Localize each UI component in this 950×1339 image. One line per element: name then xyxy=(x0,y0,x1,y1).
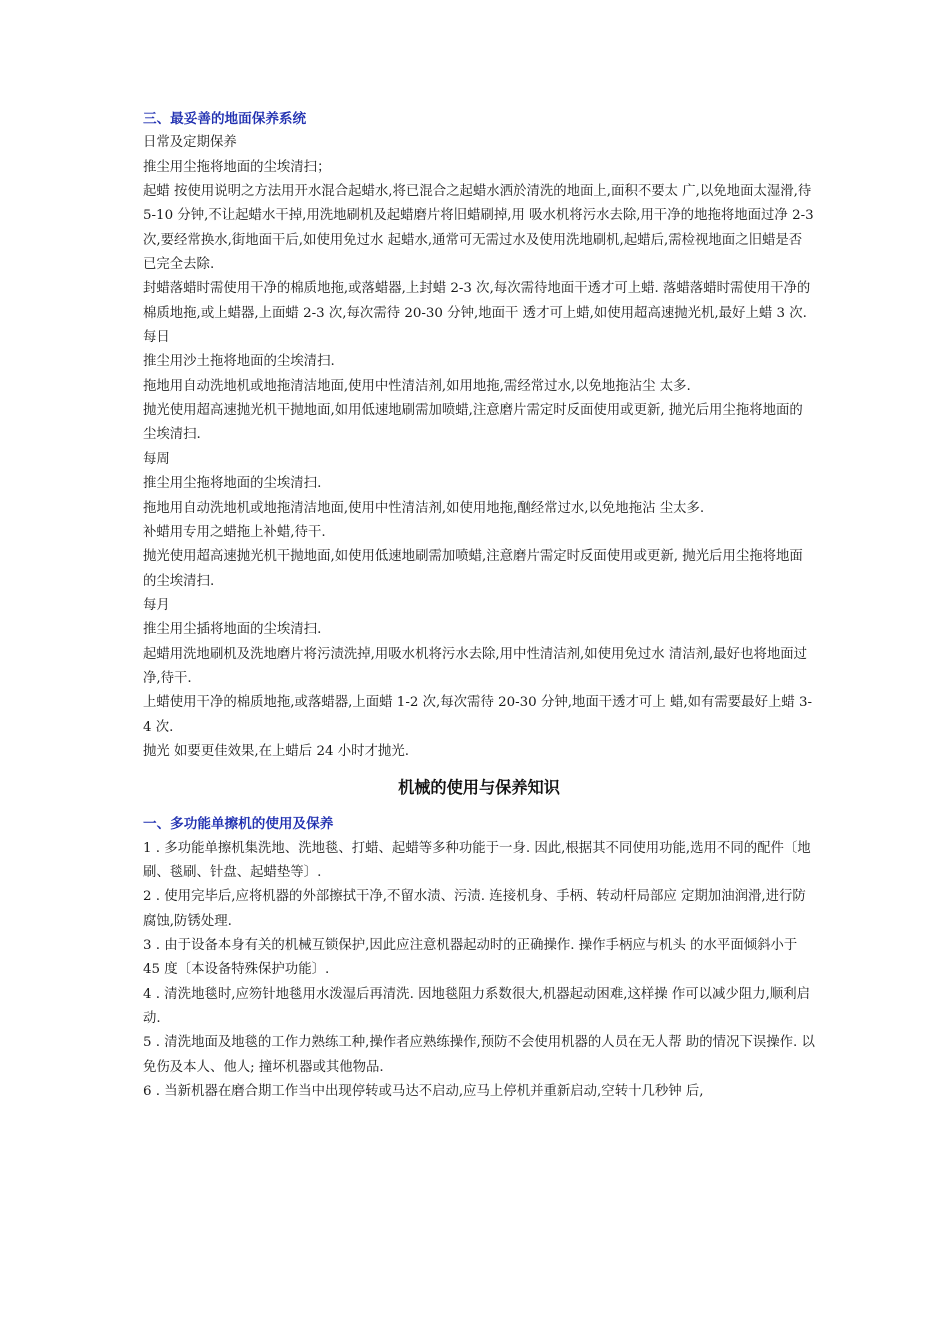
section-heading-scrubber: 一、多功能单擦机的使用及保养 xyxy=(143,816,334,833)
floor-care-paragraph: 起蜡用洗地刷机及洗地磨片将污渍洗掉,用吸水机将污水去除,用中性清洁剂,如使用免过水 清洁剂,最好也将地面过净,待干. xyxy=(143,646,808,686)
scrubber-body xyxy=(143,837,815,1105)
page-title: 机械的使用与保养知识 xyxy=(398,778,560,798)
floor-care-paragraph: 每日 xyxy=(143,330,170,346)
scrubber-paragraph: 2 . 使用完毕后,应将机器的外部擦拭干净,不留水渍、污渍. 连接机身、手柄、转动杆局部应 定期加油润滑,进行防腐蚀,防锈处理. xyxy=(143,889,806,929)
scrubber-paragraph: 4 . 清洗地毯时,应笏针地毯用水泼湿后再清洗. 因地毯阻力系数很大,机器起动困难,这样操 作可以减少阻力,顺利启动. xyxy=(143,986,811,1027)
floor-care-paragraph: 抛光 如要更佳效果,在上蜡后 24 小时才抛光. xyxy=(143,743,409,759)
floor-care-paragraph: 推尘用尘插将地面的尘埃清扫. xyxy=(143,622,322,638)
floor-care-paragraph: 拖地用自动洗地机或地拖清洁地面,使用中性清洁剂,如使用地拖,酗经常过水,以免地拖沾 尘太多. xyxy=(143,500,705,516)
section-heading-floor-care: 三、最妥善的地面保养系统 xyxy=(143,111,307,127)
scrubber-paragraph: 6 . 当新机器在磨合期工作当中出现停转或马达不启动,应马上停机并重新启动,空转十几秒钟 后, xyxy=(143,1084,704,1100)
floor-care-paragraph: 抛光使用超高速抛光机干抛地面,如使用低速地刷需加喷蜡,注意磨片需定时反面使用或更新, 抛光后用尘拖将地面的尘埃清扫. xyxy=(143,549,803,589)
floor-care-paragraph: 抛光使用超高速抛光机干抛地面,如用低速地刷需加喷蜡,注意磨片需定时反面使用或更新, 抛光后用尘拖将地面的尘埃清扫. xyxy=(143,403,803,443)
floor-care-body xyxy=(143,131,815,764)
scrubber-paragraph: 1 . 多功能单擦机集洗地、洗地毯、打蜡、起蜡等多种功能于一身. 因此,根据其不同使用功能,选用不同的配件〔地刷、毯刷、针盘、起蜡垫等〕. xyxy=(143,840,811,880)
floor-care-paragraph: 补蜡用专用之蜡拖上补蜡,待干. xyxy=(143,524,326,540)
scrubber-paragraph: 5 . 清洗地面及地毯的工作力熟练工种,操作者应熟练操作,预防不会使用机器的人员在无人帮 助的情况下误操作. 以免伤及本人、他人; 撞坏机器或其他物品. xyxy=(143,1035,815,1075)
floor-care-paragraph: 每月 xyxy=(143,597,170,613)
floor-care-paragraph: 起蜡 按使用说明之方法用开水混合起蜡水,将已混合之起蜡水洒於清洗的地面上,面积不要太 广,以免地面太湿滑,待 5-10 分钟,不让起蜡水干掉,用洗地刷机及起蜡磨片将旧蜡刷掉,用 吸水机将污水去除,用干净的地拖将地面过净 2-3 次,要经常换水,街地面干后,如使用免过水 起蜡水,通常可无需过水及使用洗地刷机,起蜡后,需检视地面之旧蜡是否已完全去除. xyxy=(143,184,814,273)
floor-care-paragraph: 上蜡使用干净的棉质地拖,或落蜡器,上面蜡 1-2 次,每次需待 20-30 分钟,地面干透才可上 蜡,如有需要最好上蜡 3-4 次. xyxy=(143,695,813,735)
floor-care-paragraph: 推尘用尘拖将地面的尘埃清扫. xyxy=(143,476,322,492)
scrubber-paragraph: 3 . 由于设备本身有关的机械互锁保护,因此应注意机器起动时的正确操作. 操作手柄应与机头 的水平面倾斜小于 45 度〔本设备特殊保护功能〕. xyxy=(143,938,798,978)
floor-care-paragraph: 推尘用沙土拖将地面的尘埃清扫. xyxy=(143,354,335,370)
document-page xyxy=(143,107,815,1104)
floor-care-paragraph: 拖地用自动洗地机或地拖清洁地面,使用中性清洁剂,如用地拖,需经常过水,以免地拖沾尘 太多. xyxy=(143,378,691,394)
floor-care-paragraph: 每周 xyxy=(143,451,170,467)
floor-care-paragraph: 推尘用尘拖将地面的尘埃清扫； xyxy=(143,159,331,175)
floor-care-paragraph: 日常及定期保养 xyxy=(143,135,237,151)
floor-care-paragraph: 封蜡落蜡时需使用干净的棉质地拖,或落蜡器,上封蜡 2-3 次,每次需待地面干透才可上蜡. 落蜡落蜡时需使用干净的棉质地拖,或上蜡器,上面蜡 2-3 次,每次需待 20-30 分钟,地面干 透才可上蜡,如使用超高速抛光机,最好上蜡 3 次. xyxy=(143,281,811,321)
